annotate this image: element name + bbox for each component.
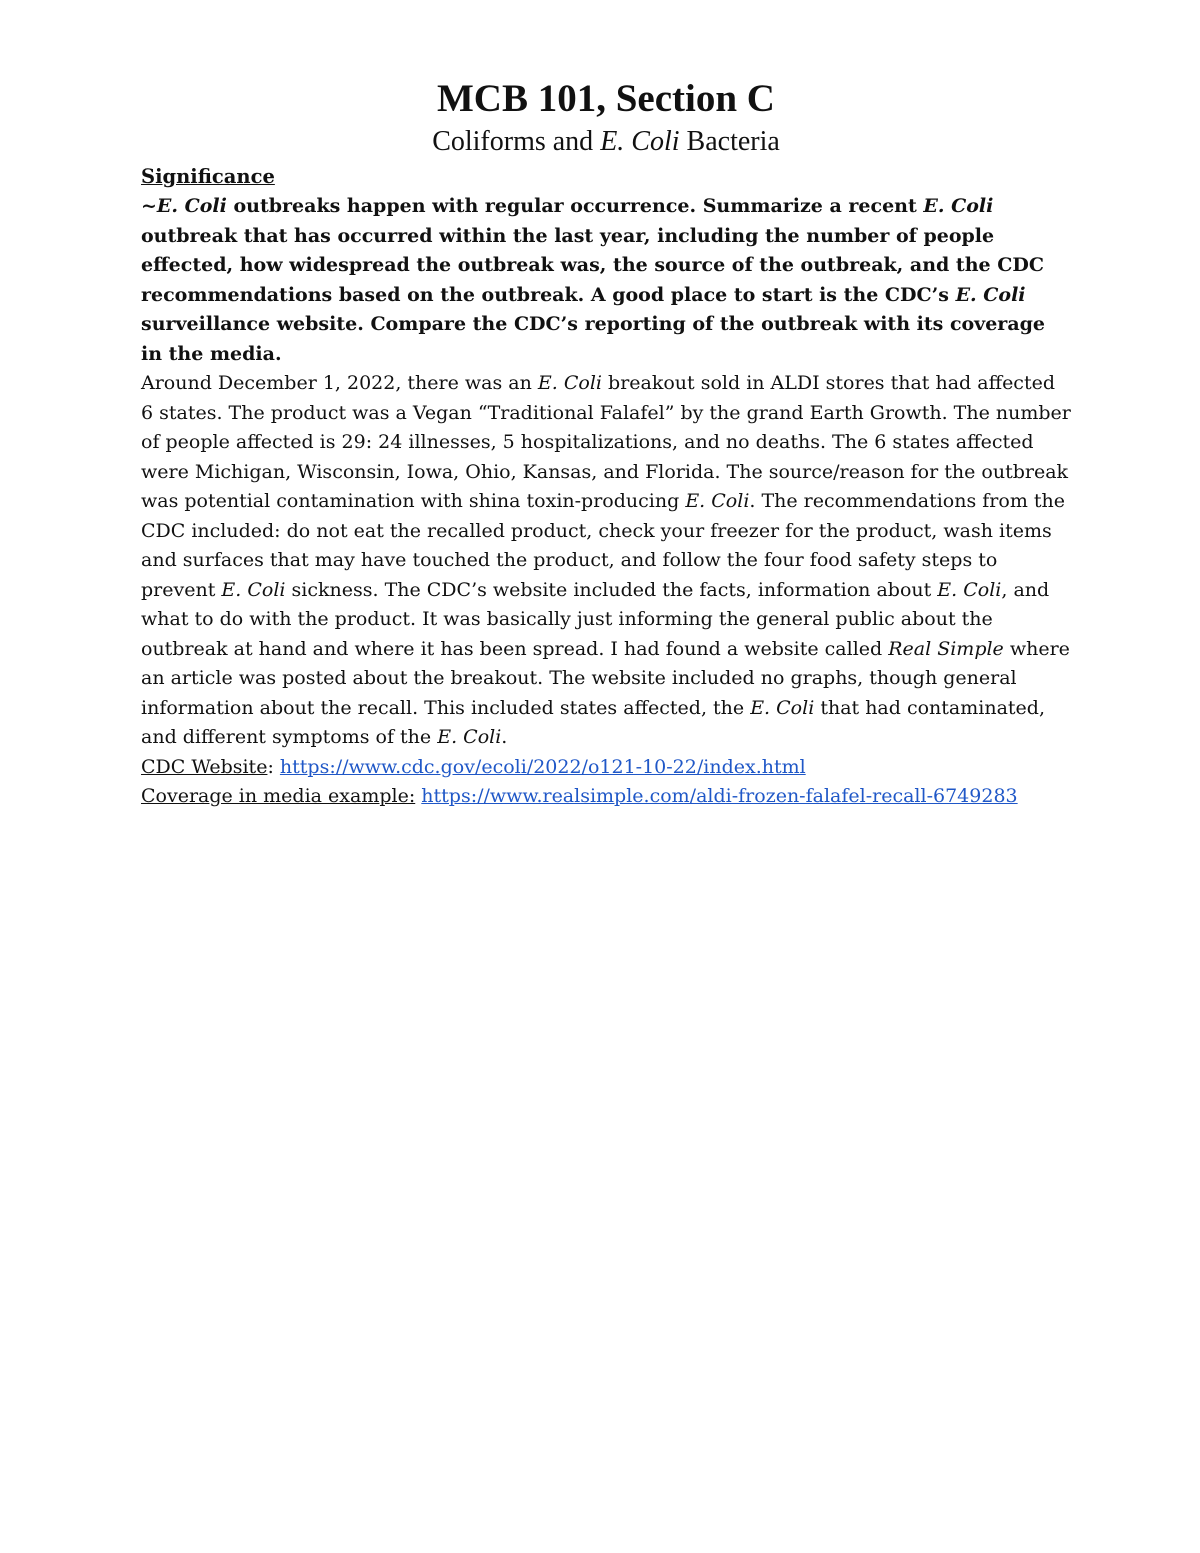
answer-italic: Real Simple xyxy=(888,637,1004,660)
cdc-link-line xyxy=(141,753,1071,783)
media-link-line xyxy=(141,782,1071,812)
prompt-text: outbreak that has occurred within the last year, including the number of people effected, how widespread the outbreak was, the source of the outbreak, and the CDC recommendations based on the outbreak. A good place to start is the CDC’s xyxy=(141,224,1044,306)
answer-text: sickness. The CDC’s website included the facts, information about xyxy=(285,578,938,601)
prompt-italic: E. Coli xyxy=(955,283,1026,306)
subtitle-italic-text: E. Coli xyxy=(600,126,680,157)
document-content xyxy=(141,76,1071,812)
answer-text: that had contaminated, and different symptoms of the xyxy=(141,696,1045,748)
answer-paragraph xyxy=(141,369,1071,753)
prompt-text: ~ xyxy=(141,195,157,217)
page-title: MCB 101, Section C xyxy=(437,77,775,120)
section-heading: Significance xyxy=(141,165,275,188)
answer-text: , and what to do with the product. It was basically just informing the general public about the outbreak at hand and where it has been spread. I had found a website called xyxy=(141,578,1050,660)
answer-text: where an article was posted about the breakout. The website included no graphs, though general information about the recall. This included states affected, the xyxy=(141,637,1070,719)
prompt-italic: E. Coli xyxy=(156,195,227,217)
answer-text: breakout sold in ALDI stores that had affected 6 states. The product was a Vegan “Traditional Falafel” by the grand Earth Growth. The number of people affected is 29: 24 illnesses, 5 hospitalizations, and no deaths. The 6 states affected were Michigan, Wisconsin, Iowa, Ohio, Kansas, and Florida. The source/reason for the outbreak was potential contamination with shina toxin-producing xyxy=(141,372,1071,512)
cdc-link-label: CDC Website xyxy=(141,755,268,778)
answer-italic: E. Coli xyxy=(750,696,815,719)
subtitle-text: Coliforms and xyxy=(432,126,601,157)
media-link-label: Coverage in media example: xyxy=(141,785,416,807)
page-subtitle xyxy=(141,124,1071,160)
answer-italic: E. Coli xyxy=(685,490,750,512)
prompt-paragraph xyxy=(141,192,1071,369)
answer-italic: E. Coli xyxy=(537,372,602,394)
answer-text: . The recommendations from the CDC included: do not eat the recalled product, check your freezer for the product, wash items and surfaces that may have touched the product, and follow the four food safety steps to prevent xyxy=(141,490,1065,601)
cdc-link-separator: : xyxy=(267,755,280,778)
subtitle-text-end: Bacteria xyxy=(679,126,780,157)
prompt-text: surveillance website. Compare the CDC’s reporting of the outbreak with its coverage in the media. xyxy=(141,313,1046,365)
prompt-italic: E. Coli xyxy=(923,195,994,217)
answer-italic: E. Coli xyxy=(437,726,502,748)
media-link[interactable]: https://www.realsimple.com/aldi-frozen-falafel-recall-6749283 xyxy=(421,785,1018,807)
answer-italic: E. Coli xyxy=(221,578,286,601)
prompt-text: outbreaks happen with regular occurrence. Summarize a recent xyxy=(226,195,924,217)
answer-text: . xyxy=(501,726,508,748)
answer-text: Around December 1, 2022, there was an xyxy=(141,372,538,394)
answer-italic: E. Coli xyxy=(937,578,1002,601)
cdc-link[interactable]: https://www.cdc.gov/ecoli/2022/o121-10-22/index.html xyxy=(279,755,806,778)
